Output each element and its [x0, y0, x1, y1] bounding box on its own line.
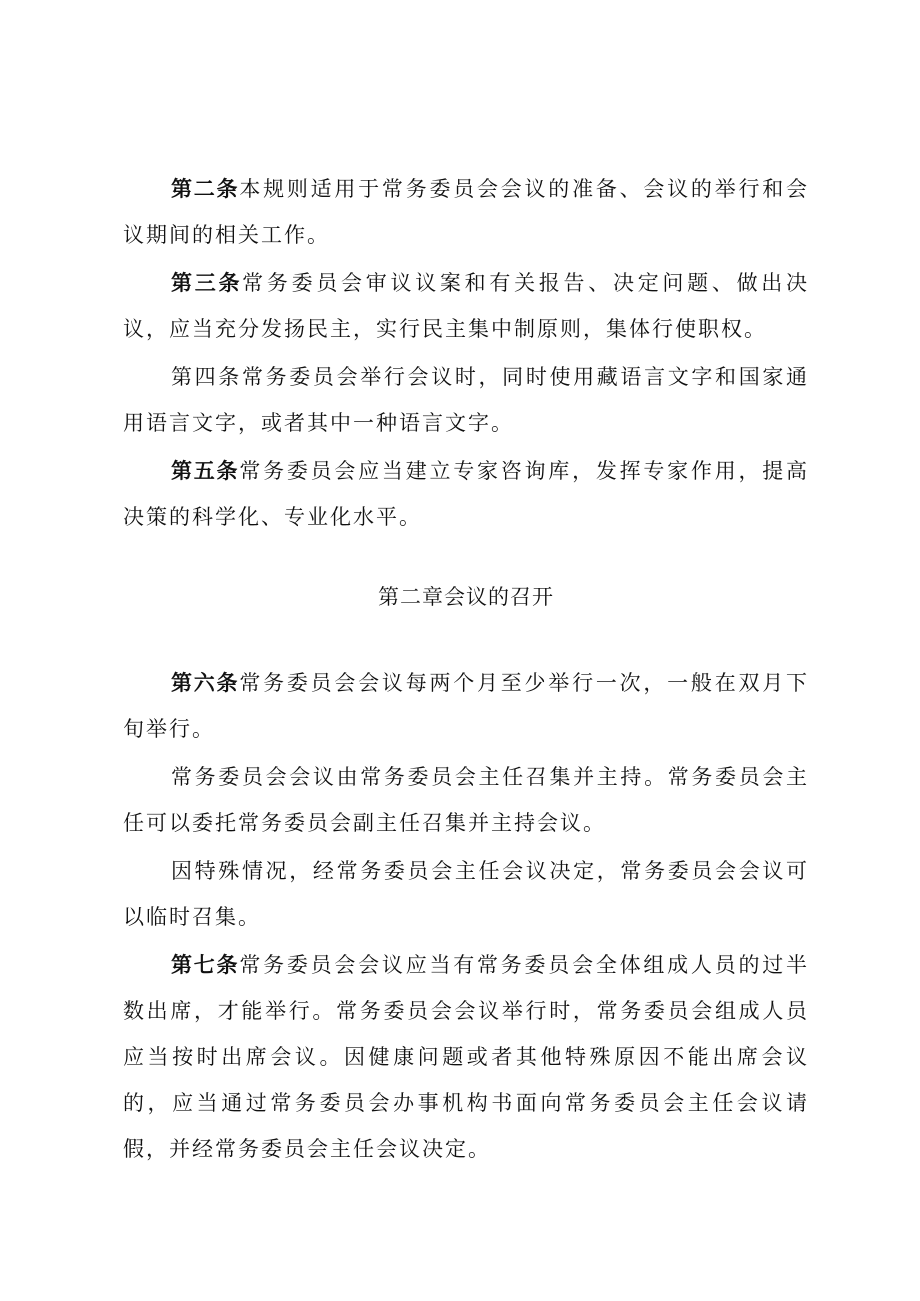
article-number: 第六条: [171, 671, 240, 695]
article-number: 第七条: [171, 953, 240, 977]
article-6: [123, 660, 809, 752]
article-5: [123, 448, 809, 540]
article-text: 常务委员会应当建立专家咨询库，发挥专家作用，提高决策的科学化、专业化水平。: [123, 459, 810, 529]
article-text: 常务委员会会议每两个月至少举行一次，一般在双月下旬举行。: [123, 671, 810, 741]
document-body: [123, 166, 809, 1172]
article-4: [123, 354, 809, 446]
article-text: 常务委员会审议议案和有关报告、决定问题、做出决议，应当充分发扬民主，实行民主集中制原则，集体行使职权。: [123, 271, 810, 341]
article-number: 第五条: [171, 459, 240, 483]
chapter-title: 第二章会议的召开: [378, 585, 554, 609]
article-7: [123, 942, 809, 1172]
article-6-paragraph-3: 因特殊情况，经常务委员会主任会议决定，常务委员会会议可以临时召集。: [123, 859, 809, 929]
article-3: [123, 260, 809, 352]
article-6-paragraph-2: 常务委员会会议由常务委员会主任召集并主持。常务委员会主任可以委托常务委员会副主任召集并主持会议。: [123, 765, 809, 835]
article-number: 第三条: [171, 271, 243, 295]
article-number: 第四条: [171, 365, 242, 389]
article-number: 第二条: [171, 177, 240, 201]
article-text: 常务委员会举行会议时，同时使用藏语言文字和国家通用语言文字，或者其中一种语言文字。: [123, 365, 810, 435]
article-text: 常务委员会会议应当有常务委员会全体组成人员的过半数出席，才能举行。常务委员会会议举行时，常务委员会组成人员应当按时出席会议。因健康问题或者其他特殊原因不能出席会议的，应当通过常务委员会办事机构书面向常务委员会主任会议请假，并经常务委员会主任会议决定。: [123, 953, 810, 1161]
article-2: [123, 166, 809, 258]
article-text: 本规则适用于常务委员会会议的准备、会议的举行和会议期间的相关工作。: [123, 177, 810, 247]
